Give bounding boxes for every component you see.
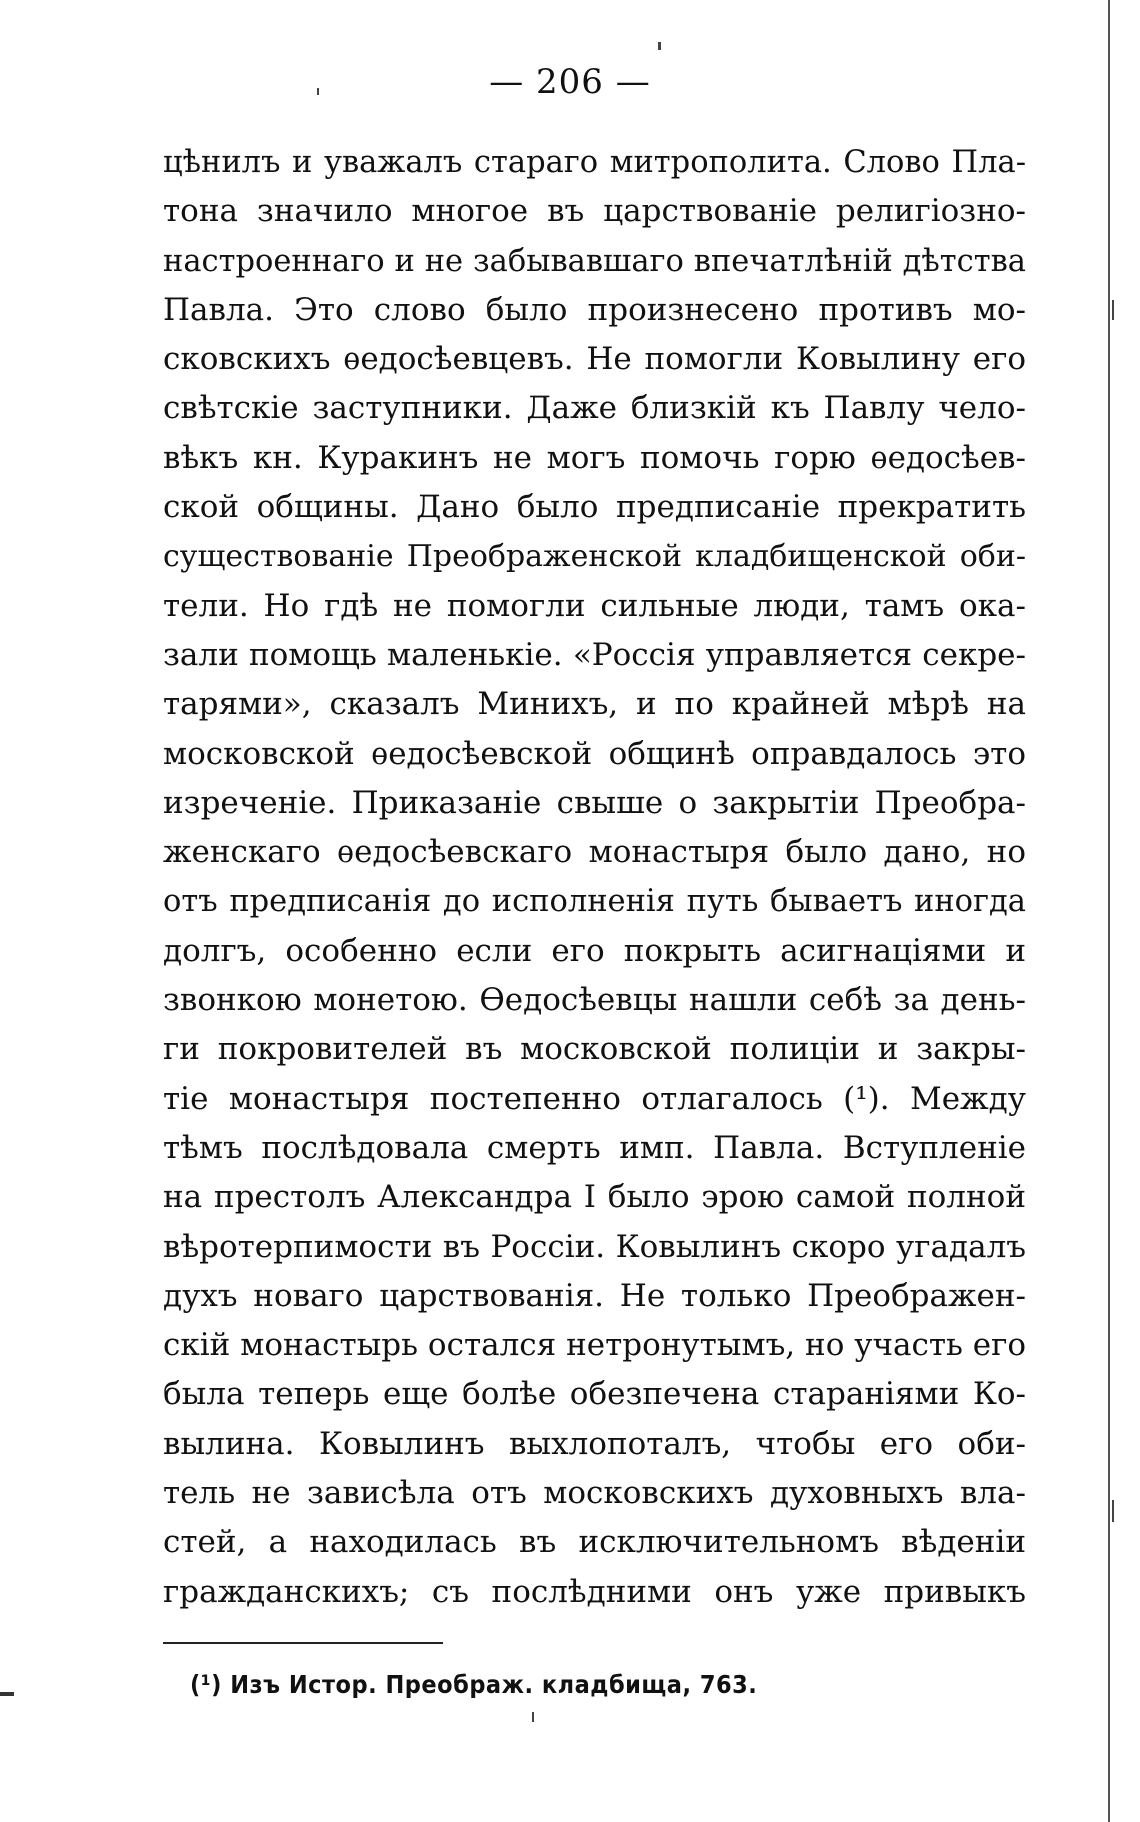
- text-line: изреченіе. Приказаніе свыше о закрытіи Преобра-: [163, 784, 1026, 821]
- text-line: сковскихъ ѳедосѣевцевъ. Не помогли Ковылину его: [163, 341, 1026, 378]
- text-line: отъ предписанія до исполненія путь бываетъ иногда: [163, 884, 1026, 920]
- text-line: женскаго ѳедосѣевскаго монастыря было дано, но: [163, 834, 1026, 871]
- text-line: свѣтскіе заступники. Даже близкій къ Павлу чело-: [163, 390, 1026, 427]
- page-edge-shadow: [1108, 0, 1110, 1822]
- scan-speck: [532, 1712, 534, 1722]
- body-text: [163, 138, 1026, 1617]
- text-line: вылина. Ковылинъ выхлопоталъ, чтобы его оби-: [163, 1425, 1026, 1462]
- text-line: ской общины. Дано было предписаніе прекратить: [163, 489, 1026, 526]
- text-line: долгъ, особенно если его покрыть асигнаціями и: [163, 932, 1026, 969]
- text-line: ги покровителей въ московской полиціи и закры-: [163, 1031, 1026, 1068]
- text-line: зали помощь маленькіе. «Россія управляется секре-: [163, 636, 1026, 673]
- text-line: тель не зависѣла отъ московскихъ духовныхъ вла-: [163, 1475, 1026, 1512]
- text-line: была теперь еще болѣе обезпечена стараніями Ко-: [163, 1376, 1026, 1413]
- text-line: тѣмъ послѣдовала смерть имп. Павла. Вступленіе: [163, 1129, 1026, 1166]
- text-line: существованіе Преображенской кладбищенской оби-: [163, 539, 1026, 575]
- text-line: тели. Но гдѣ не помогли сильные люди, тамъ ока-: [163, 587, 1026, 624]
- text-line: стей, а находилась въ исключительномъ вѣденіи: [163, 1524, 1026, 1561]
- text-line: цѣнилъ и уважалъ стараго митрополита. Слово Пла-: [163, 145, 1026, 180]
- text-line: вѣротерпимости въ Россіи. Ковылинъ скоро угадалъ: [163, 1228, 1026, 1265]
- text-line: тона значило многое въ царствованіе религіозно-: [163, 193, 1026, 230]
- text-line: звонкою монетою. Ѳедосѣевцы нашли себѣ за день-: [163, 982, 1026, 1019]
- page-number: — 206 —: [489, 62, 651, 102]
- text-line: настроеннаго и не забывавшаго впечатлѣній дѣтства: [163, 243, 1026, 279]
- margin-mark: [0, 1692, 14, 1696]
- text-line: на престолъ Александра I было эрою самой полной: [163, 1179, 1026, 1216]
- scan-speck: [1112, 1500, 1114, 1522]
- text-line: тарями», сказалъ Минихъ, и по крайней мѣрѣ на: [163, 686, 1026, 723]
- text-line: вѣкъ кн. Куракинъ не могъ помочь горю ѳедосѣев-: [163, 439, 1026, 476]
- text-line: Павла. Это слово было произнесено противъ мо-: [163, 291, 1026, 328]
- text-line: духъ новаго царствованія. Не только Преображен-: [163, 1277, 1026, 1314]
- text-line: скій монастырь остался нетронутымъ, но участь его: [163, 1327, 1026, 1364]
- text-line: гражданскихъ; съ послѣдними онъ уже привыкъ: [163, 1573, 1026, 1610]
- text-line: московской ѳедосѣевской общинѣ оправдалось это: [163, 735, 1026, 772]
- footnote: (¹) Изъ Истор. Преображ. кладбища, 763.: [190, 1670, 758, 1699]
- footnote-divider: [163, 1642, 443, 1644]
- scan-speck: [1112, 300, 1114, 320]
- text-line: тіе монастыря постепенно отлагалось (¹). Между: [163, 1080, 1026, 1117]
- scan-speck: [658, 42, 661, 50]
